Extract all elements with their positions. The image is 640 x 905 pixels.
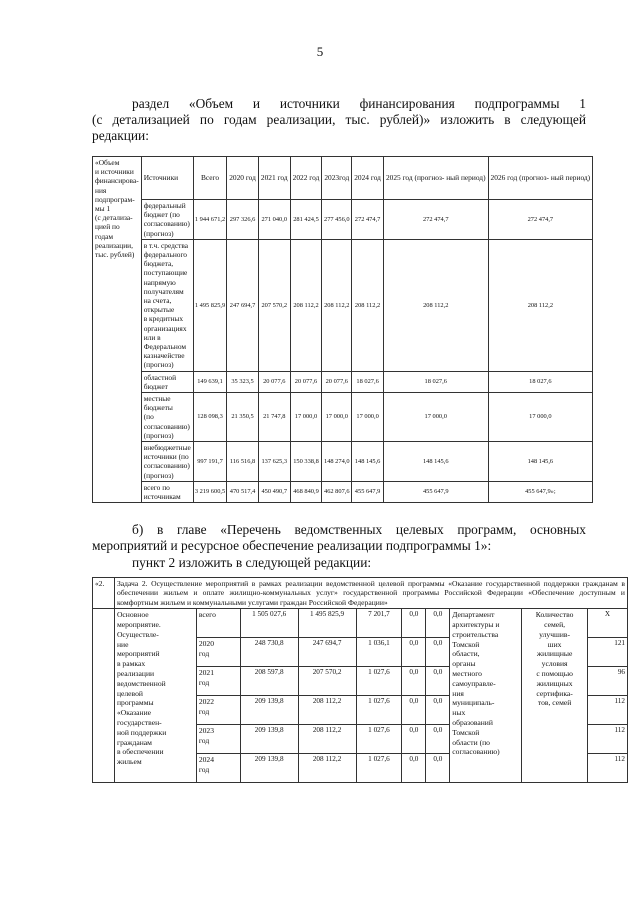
cell-2024: 455 647,9 [352,481,384,502]
empty-cell [93,609,115,783]
intro-line-3: редакции: [92,128,149,143]
cell-regional: 1 036,1 [356,638,402,667]
indicator-name: Количество семей, улучшив- ших жилищные условия с помощью жилищных сертифика- тов, семей [522,609,588,783]
cell-2026: 17 000,0 [488,393,593,442]
cell-2022: 20 077,6 [290,371,322,392]
cell-regional: 1 027,6 [356,667,402,696]
cell-2023: 20 077,6 [322,371,352,392]
table-row [93,393,593,442]
indicator-value: 96 [588,667,628,696]
cell-2025: 272 474,7 [383,200,488,240]
cell-regional: 1 027,6 [356,725,402,754]
header-2024: 2024 год [352,157,384,200]
cell-regional: 1 027,6 [356,754,402,783]
paragraph-b-line-1: б) в главе «Перечень ведомственных целевых программ, основных [132,522,586,537]
cell-local: 0,0 [402,609,426,638]
cell-2025: 17 000,0 [383,393,488,442]
task-row [93,578,628,609]
cell-total: 209 139,8 [240,754,298,783]
header-sources: Источники [141,157,193,200]
cell-total: 1 944 671,2 [193,200,226,240]
cell-2020: 35 323,5 [227,371,259,392]
financing-table-header [93,157,593,200]
header-2020: 2020 год [227,157,259,200]
header-2021: 2021 год [258,157,290,200]
cell-2024: 148 145,6 [352,442,384,482]
cell-2026: 18 027,6 [488,371,593,392]
cell-total: 149 639,1 [193,371,226,392]
table-row [93,200,593,240]
cell-2026: 208 112,2 [488,239,593,371]
row-source: федеральный бюджет (по согласованию) (прогноз) [141,200,193,240]
cell-total: 3 219 600,5 [193,481,226,502]
cell-federal: 208 112,2 [298,754,356,783]
cell-local: 0,0 [402,754,426,783]
indicator-value: X [588,609,628,638]
cell-extra: 0,0 [426,696,450,725]
cell-2021: 207 570,2 [258,239,290,371]
cell-local: 0,0 [402,725,426,754]
cell-extra: 0,0 [426,725,450,754]
cell-2020: 247 694,7 [227,239,259,371]
cell-local: 0,0 [402,696,426,725]
task-number: «2. [93,578,115,609]
cell-2023: 17 000,0 [322,393,352,442]
cell-2022: 150 338,8 [290,442,322,482]
cell-total: 209 139,8 [240,725,298,754]
cell-2022: 468 840,9 [290,481,322,502]
table-row-total [93,481,593,502]
paragraph-b-line-2: мероприятий и ресурсное обеспечение реализации подпрограммы 1»: [92,538,492,553]
cell-2025: 208 112,2 [383,239,488,371]
cell-local: 0,0 [402,638,426,667]
cell-2022: 17 000,0 [290,393,322,442]
period: всего [196,609,240,638]
period: 2020 год [196,638,240,667]
row-source: местные бюджеты (по согласованию) (прогноз) [141,393,193,442]
cell-total: 248 730,8 [240,638,298,667]
indicator-value: 112 [588,754,628,783]
cell-total: 1 505 027,6 [240,609,298,638]
cell-2023: 148 274,0 [322,442,352,482]
table-row [93,442,593,482]
cell-local: 0,0 [402,667,426,696]
cell-federal: 207 570,2 [298,667,356,696]
period: 2022 год [196,696,240,725]
cell-regional: 7 201,7 [356,609,402,638]
cell-2021: 271 040,0 [258,200,290,240]
table-row [93,371,593,392]
responsible-executor: Департамент архитектуры и строительства Томской области, органы местного самоуправле- ния муниципаль- ных образований Томской области (по согласованию) [450,609,522,783]
section-label: «Объем и источники финансирова- ния подпрограм- мы 1 (с детализа- цией по годам реализации, тыс. рублей) [93,157,142,503]
cell-2023: 462 807,6 [322,481,352,502]
period: 2021 год [196,667,240,696]
cell-federal: 208 112,2 [298,725,356,754]
cell-2024: 17 000,0 [352,393,384,442]
cell-2021: 20 077,6 [258,371,290,392]
cell-total: 208 597,8 [240,667,298,696]
cell-2025: 18 027,6 [383,371,488,392]
cell-2020: 21 350,5 [227,393,259,442]
cell-federal: 1 495 825,9 [298,609,356,638]
row-source: внебюджетные источники (по согласованию) (прогноз) [141,442,193,482]
period: 2024 год [196,754,240,783]
activities-table [92,577,628,783]
cell-total: 128 098,3 [193,393,226,442]
cell-total: 209 139,8 [240,696,298,725]
cell-2020: 116 516,8 [227,442,259,482]
cell-2025: 455 647,9 [383,481,488,502]
indicator-value: 112 [588,725,628,754]
cell-total: 997 191,7 [193,442,226,482]
cell-2024: 208 112,2 [352,239,384,371]
cell-2020: 297 326,6 [227,200,259,240]
header-2023: 2023год [322,157,352,200]
row-source: всего по источникам [141,481,193,502]
cell-2021: 137 625,3 [258,442,290,482]
header-2025: 2025 год (прогноз- ный период) [383,157,488,200]
cell-2023: 208 112,2 [322,239,352,371]
indicator-value: 112 [588,696,628,725]
intro-paragraph [92,96,586,144]
cell-2025: 148 145,6 [383,442,488,482]
header-2026: 2026 год (прогноз- ный период) [488,157,593,200]
page-number: 5 [316,44,324,59]
intro-line-2: (с детализацией по годам реализации, тыс. рублей)» изложить в следующей [92,112,586,127]
cell-extra: 0,0 [426,609,450,638]
cell-2020: 470 517,4 [227,481,259,502]
cell-2022: 281 424,5 [290,200,322,240]
cell-2021: 21 747,8 [258,393,290,442]
cell-2026: 148 145,6 [488,442,593,482]
paragraph-b [92,522,586,554]
paragraph-point-2: пункт 2 изложить в следующей редакции: [132,555,372,570]
table-row [93,239,593,371]
cell-2023: 277 456,0 [322,200,352,240]
cell-extra: 0,0 [426,754,450,783]
cell-extra: 0,0 [426,638,450,667]
cell-federal: 208 112,2 [298,696,356,725]
cell-federal: 247 694,7 [298,638,356,667]
cell-regional: 1 027,6 [356,696,402,725]
header-2022: 2022 год [290,157,322,200]
cell-2026: 272 474,7 [488,200,593,240]
cell-2024: 272 474,7 [352,200,384,240]
cell-2021: 450 490,7 [258,481,290,502]
cell-2026: 455 647,9»; [488,481,593,502]
table-row [93,609,628,638]
row-source: в т.ч. средства федерального бюджета, поступающие напрямую получателям на счета, открытые в кредитных организациях или в Федеральном казначействе (прогноз) [141,239,193,371]
activity-description: Основное мероприятие. Осуществле- ние мероприятий в рамках реализации ведомственной целевой программы «Оказание государствен- ной поддержки гражданам в обеспечении жильем [114,609,196,783]
cell-2024: 18 027,6 [352,371,384,392]
cell-extra: 0,0 [426,667,450,696]
row-source: областной бюджет [141,371,193,392]
indicator-value: 121 [588,638,628,667]
financing-table [92,156,593,503]
intro-line-1: раздел «Объем и источники финансирования подпрограммы 1 [132,96,586,111]
cell-2022: 208 112,2 [290,239,322,371]
cell-total: 1 495 825,9 [193,239,226,371]
header-total: Всего [193,157,226,200]
period: 2023 год [196,725,240,754]
task-description: Задача 2. Осуществление мероприятий в рамках реализации ведомственной целевой программы «Оказание государственной поддержки гражданам в обеспечении жильем и оплате жилищно-коммунальных услуг» государственной программы Российской Федерации «Обеспечение доступным и комфортным жильем и коммунальными услугами граждан Российской Федерации» [114,578,627,609]
